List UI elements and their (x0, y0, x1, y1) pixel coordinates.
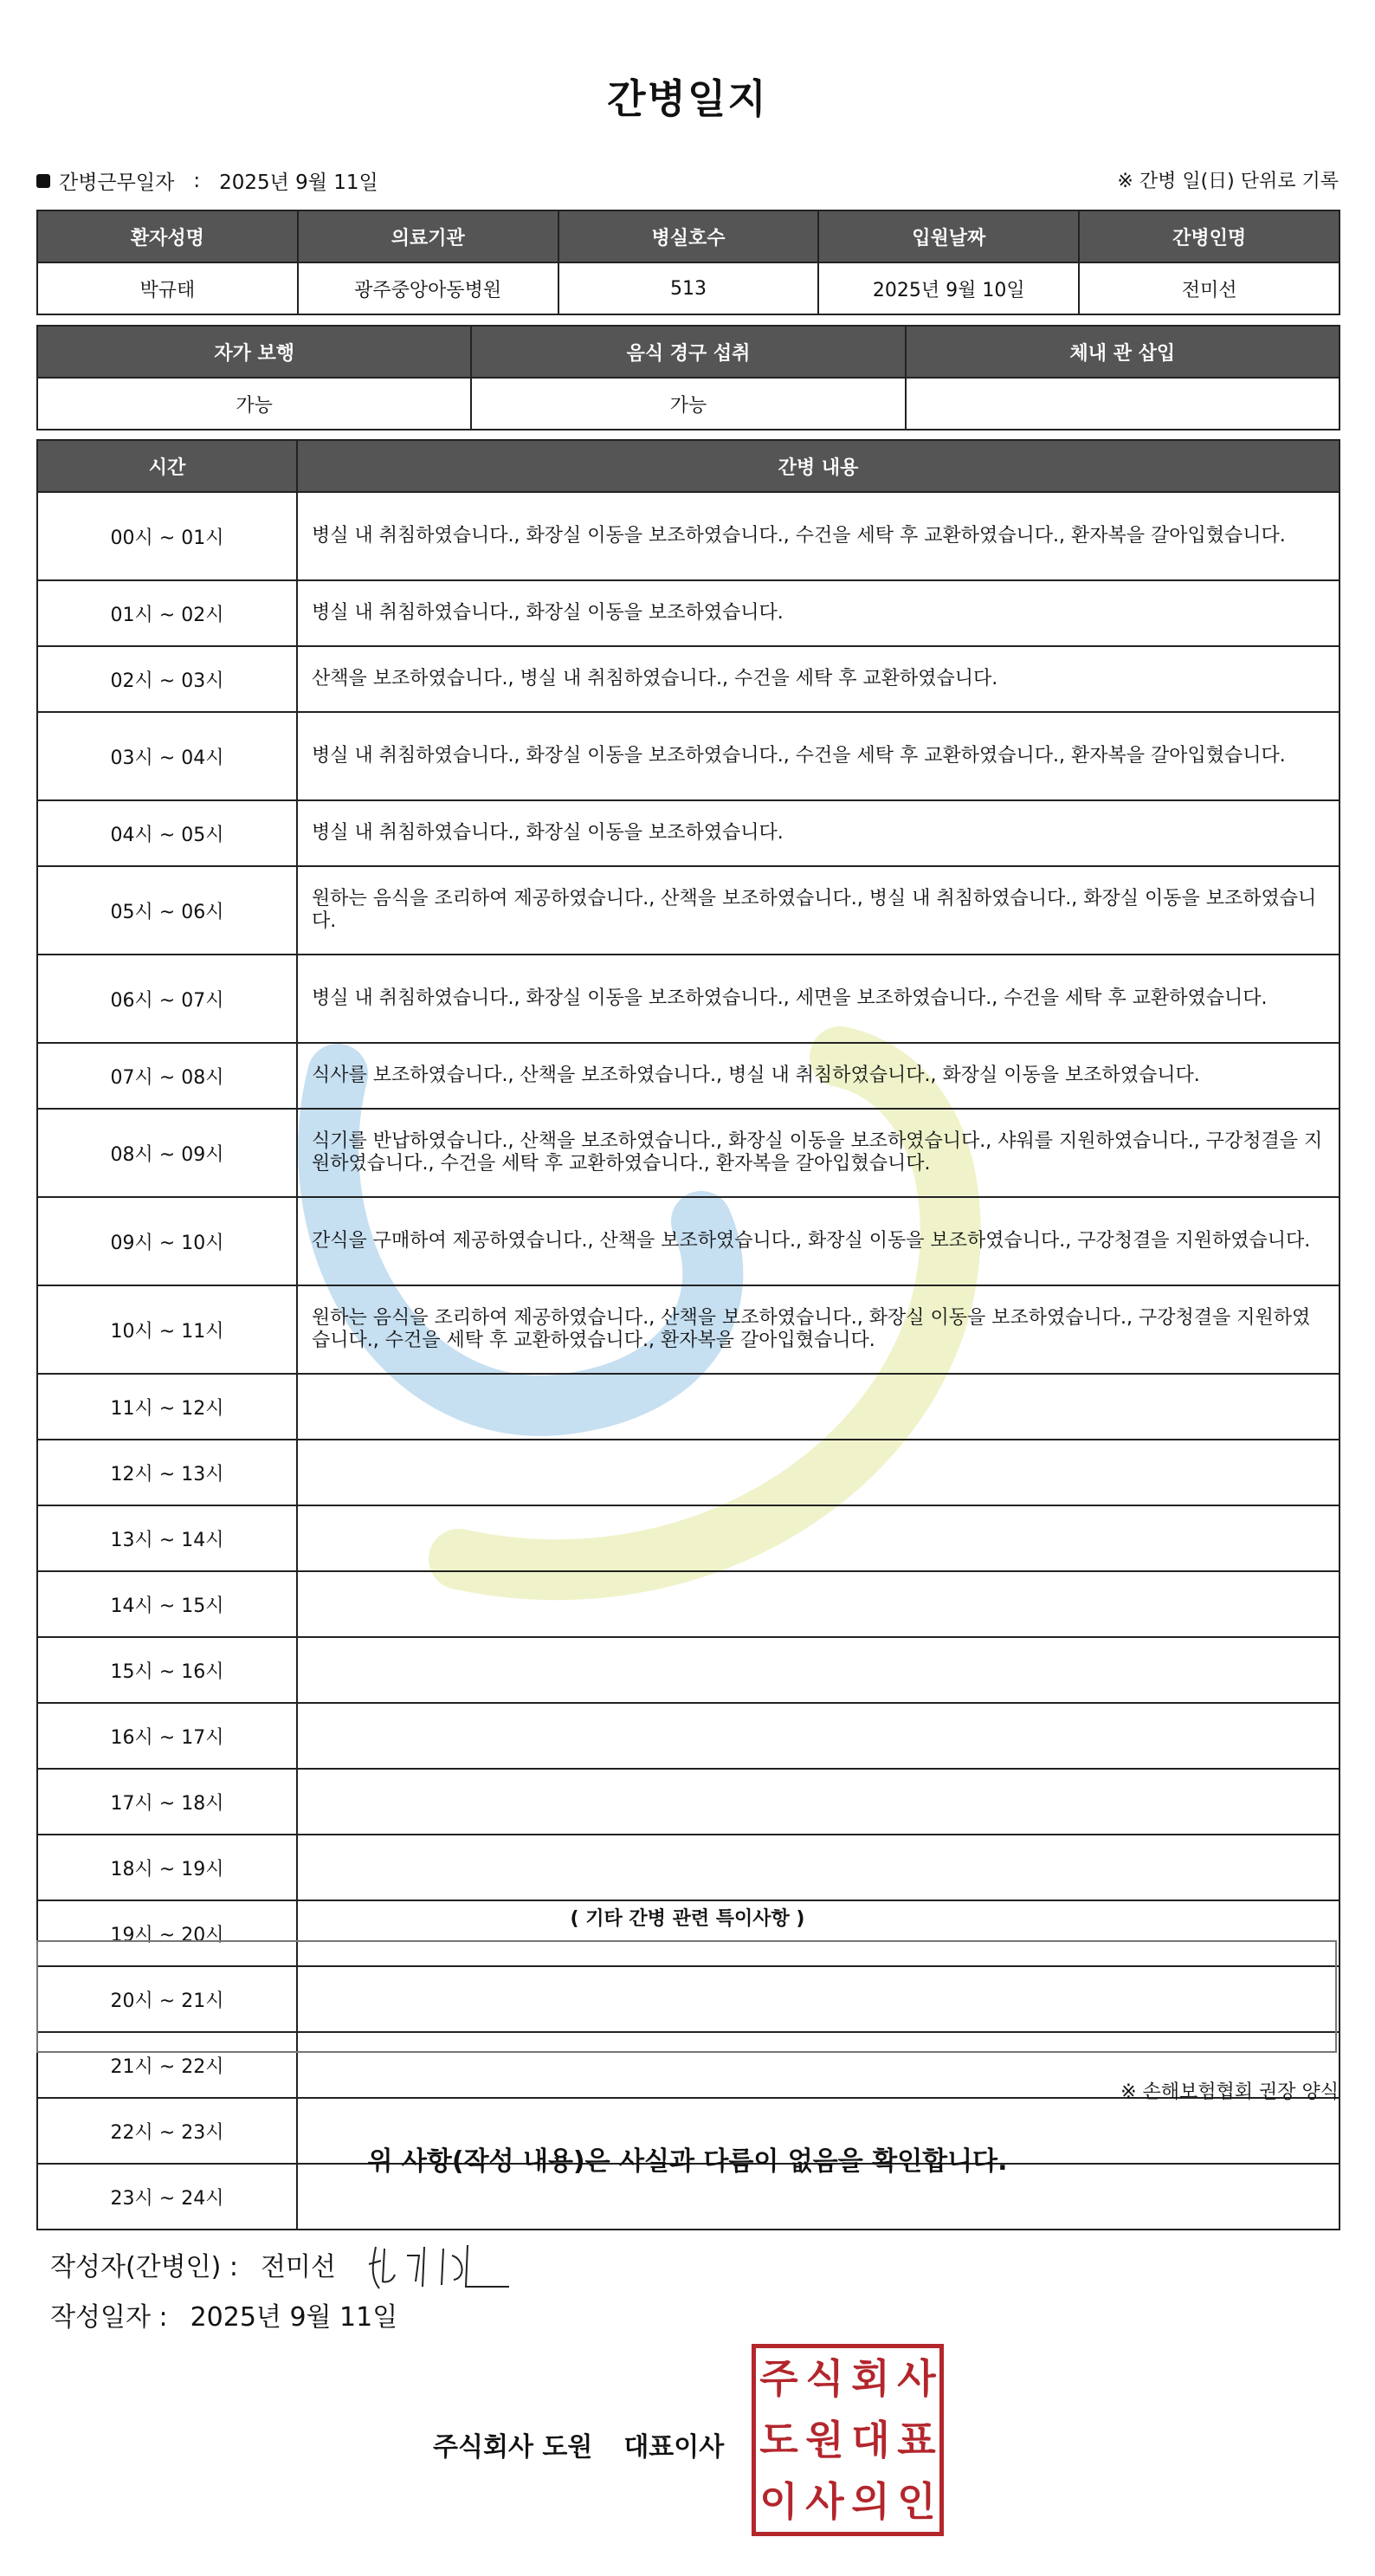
care-content: 병실 내 취침하였습니다., 화장실 이동을 보조하였습니다., 수건을 세탁 후 교환하였습니다., 환자복을 갈아입혔습니다. (297, 492, 1339, 580)
care-content (297, 1637, 1339, 1703)
care-row (37, 1374, 1339, 1440)
writer-label: 작성자(간병인) : (50, 2252, 238, 2282)
care-content: 병실 내 취침하였습니다., 화장실 이동을 보조하였습니다., 수건을 세탁 후 교환하였습니다., 환자복을 갈아입혔습니다. (297, 712, 1339, 800)
oral-intake-value: 가능 (471, 378, 905, 430)
work-date-label: 간병근무일자 (59, 172, 175, 194)
written-date-row (50, 2295, 397, 2333)
care-row (37, 1571, 1339, 1637)
care-time: 23시 ~ 24시 (37, 2164, 297, 2230)
care-time: 02시 ~ 03시 (37, 646, 297, 712)
care-time: 15시 ~ 16시 (37, 1637, 297, 1703)
self-walking-value: 가능 (37, 378, 471, 430)
care-time: 05시 ~ 06시 (37, 866, 297, 955)
care-time: 21시 ~ 22시 (37, 2032, 297, 2098)
association-note: ※ 손해보험협회 권장 양식 (1120, 2081, 1339, 2103)
care-time: 09시 ~ 10시 (37, 1197, 297, 1285)
care-time: 16시 ~ 17시 (37, 1703, 297, 1769)
care-row (37, 1197, 1339, 1285)
company-name: 주식회사 도원 (433, 2432, 593, 2463)
care-row (37, 1043, 1339, 1109)
work-date (36, 166, 378, 195)
care-time: 01시 ~ 02시 (37, 580, 297, 646)
care-time: 00시 ~ 01시 (37, 492, 297, 580)
care-row (37, 1109, 1339, 1197)
care-row (37, 1769, 1339, 1835)
caregiver-name: 전미선 (1079, 262, 1339, 314)
header-oral-intake: 음식 경구 섭취 (471, 326, 905, 378)
status-value-row (37, 378, 1339, 430)
writer-name: 전미선 (260, 2252, 336, 2282)
seal-character: 대 (851, 2416, 890, 2463)
seal-character: 표 (897, 2416, 936, 2463)
header-tube-insertion: 체내 관 삽입 (906, 326, 1339, 378)
care-row (37, 492, 1339, 580)
care-time: 17시 ~ 18시 (37, 1769, 297, 1835)
care-row (37, 580, 1339, 646)
care-time: 11시 ~ 12시 (37, 1374, 297, 1440)
care-content: 식기를 반납하였습니다., 산책을 보조하였습니다., 화장실 이동을 보조하였습니다., 샤워를 지원하였습니다., 구강청결을 지원하였습니다., 수건을 세탁 후 교환하였습니다., 환자복을 갈아입혔습니다. (297, 1109, 1339, 1197)
care-content: 산책을 보조하였습니다., 병실 내 취침하였습니다., 수건을 세탁 후 교환하였습니다. (297, 646, 1339, 712)
care-time: 06시 ~ 07시 (37, 955, 297, 1043)
header-self-walking: 자가 보행 (37, 326, 471, 378)
care-row (37, 1835, 1339, 1900)
care-time: 14시 ~ 15시 (37, 1571, 297, 1637)
care-row (37, 1285, 1339, 1374)
seal-character: 주 (759, 2355, 798, 2403)
company-signature-line (433, 2425, 724, 2463)
care-content (297, 1505, 1339, 1571)
care-row (37, 866, 1339, 955)
care-row (37, 712, 1339, 800)
care-content (297, 1835, 1339, 1900)
care-time: 19시 ~ 20시 (37, 1900, 297, 1966)
seal-character: 식 (805, 2355, 844, 2403)
written-date-label: 작성일자 : (50, 2302, 168, 2333)
care-row (37, 1703, 1339, 1769)
meta-row (36, 166, 1339, 197)
handwritten-signature (362, 2230, 518, 2299)
care-content (297, 1374, 1339, 1440)
seal-character: 인 (897, 2477, 936, 2525)
representative-title: 대표이사 (623, 2432, 725, 2463)
special-notes-title: ( 기타 간병 관련 특이사항 ) (570, 1908, 805, 1930)
room-number: 513 (558, 262, 819, 314)
status-header-row (37, 326, 1339, 378)
care-content: 병실 내 취침하였습니다., 화장실 이동을 보조하였습니다. (297, 800, 1339, 866)
care-time: 07시 ~ 08시 (37, 1043, 297, 1109)
tube-insertion-value (906, 378, 1339, 430)
care-content: 병실 내 취침하였습니다., 화장실 이동을 보조하였습니다. (297, 580, 1339, 646)
bullet-square-icon (36, 174, 50, 188)
patient-info-table (36, 210, 1340, 315)
care-time: 08시 ~ 09시 (37, 1109, 297, 1197)
care-row (37, 1637, 1339, 1703)
header-care-content: 간병 내용 (297, 440, 1339, 492)
hospital-name: 광주중앙아동병원 (298, 262, 558, 314)
care-time: 18시 ~ 19시 (37, 1835, 297, 1900)
seal-character: 사 (897, 2355, 936, 2403)
patient-name: 박규태 (37, 262, 298, 314)
header-room: 병실호수 (558, 210, 819, 262)
admission-date: 2025년 9월 10일 (818, 262, 1079, 314)
care-row (37, 1505, 1339, 1571)
seal-character: 원 (805, 2416, 844, 2463)
seal-character: 사 (805, 2477, 844, 2525)
header-caregiver: 간병인명 (1079, 210, 1339, 262)
care-content: 식사를 보조하였습니다., 산책을 보조하였습니다., 병실 내 취침하였습니다., 화장실 이동을 보조하였습니다. (297, 1043, 1339, 1109)
care-content: 원하는 음식을 조리하여 제공하였습니다., 산책을 보조하였습니다., 화장실 이동을 보조하였습니다., 구강청결을 지원하였습니다., 수건을 세탁 후 교환하였습니다., 환자복을 갈아입혔습니다. (297, 1285, 1339, 1374)
care-row (37, 800, 1339, 866)
care-time: 04시 ~ 05시 (37, 800, 297, 866)
care-time: 12시 ~ 13시 (37, 1440, 297, 1505)
header-admission-date: 입원날짜 (818, 210, 1079, 262)
seal-character: 도 (759, 2416, 798, 2463)
care-time: 20시 ~ 21시 (37, 1966, 297, 2032)
work-date-value: 2025년 9월 11일 (219, 172, 378, 194)
seal-character: 이 (759, 2477, 798, 2525)
info-header-row (37, 210, 1339, 262)
work-date-colon: : (193, 169, 201, 192)
company-seal-stamp (752, 2344, 944, 2536)
care-time: 03시 ~ 04시 (37, 712, 297, 800)
care-content: 원하는 음식을 조리하여 제공하였습니다., 산책을 보조하였습니다., 병실 내 취침하였습니다., 화장실 이동을 보조하였습니다. (297, 866, 1339, 955)
care-time: 10시 ~ 11시 (37, 1285, 297, 1374)
care-content (297, 1440, 1339, 1505)
special-notes-box (36, 1940, 1337, 2053)
care-time: 22시 ~ 23시 (37, 2098, 297, 2164)
care-content (297, 1769, 1339, 1835)
unit-note: ※ 간병 일(日) 단위로 기록 (1117, 171, 1339, 192)
writer-row (50, 2230, 518, 2299)
care-row (37, 1440, 1339, 1505)
care-content (297, 1703, 1339, 1769)
care-content: 간식을 구매하여 제공하였습니다., 산책을 보조하였습니다., 화장실 이동을 보조하였습니다., 구강청결을 지원하였습니다. (297, 1197, 1339, 1285)
care-row (37, 955, 1339, 1043)
care-content: 병실 내 취침하였습니다., 화장실 이동을 보조하였습니다., 세면을 보조하였습니다., 수건을 세탁 후 교환하였습니다. (297, 955, 1339, 1043)
seal-character: 회 (851, 2355, 890, 2403)
care-content (297, 1571, 1339, 1637)
care-row (37, 646, 1339, 712)
header-time: 시간 (37, 440, 297, 492)
seal-character: 의 (851, 2477, 890, 2525)
written-date-value: 2025년 9월 11일 (190, 2302, 398, 2333)
document-title: 간병일지 (607, 75, 768, 122)
header-patient-name: 환자성명 (37, 210, 298, 262)
patient-status-table (36, 325, 1340, 430)
header-hospital: 의료기관 (298, 210, 558, 262)
info-value-row (37, 262, 1339, 314)
care-time: 13시 ~ 14시 (37, 1505, 297, 1571)
confirmation-statement: 위 사항(작성 내용)은 사실과 다름이 없음을 확인합니다. (367, 2146, 1008, 2177)
care-header-row (37, 440, 1339, 492)
